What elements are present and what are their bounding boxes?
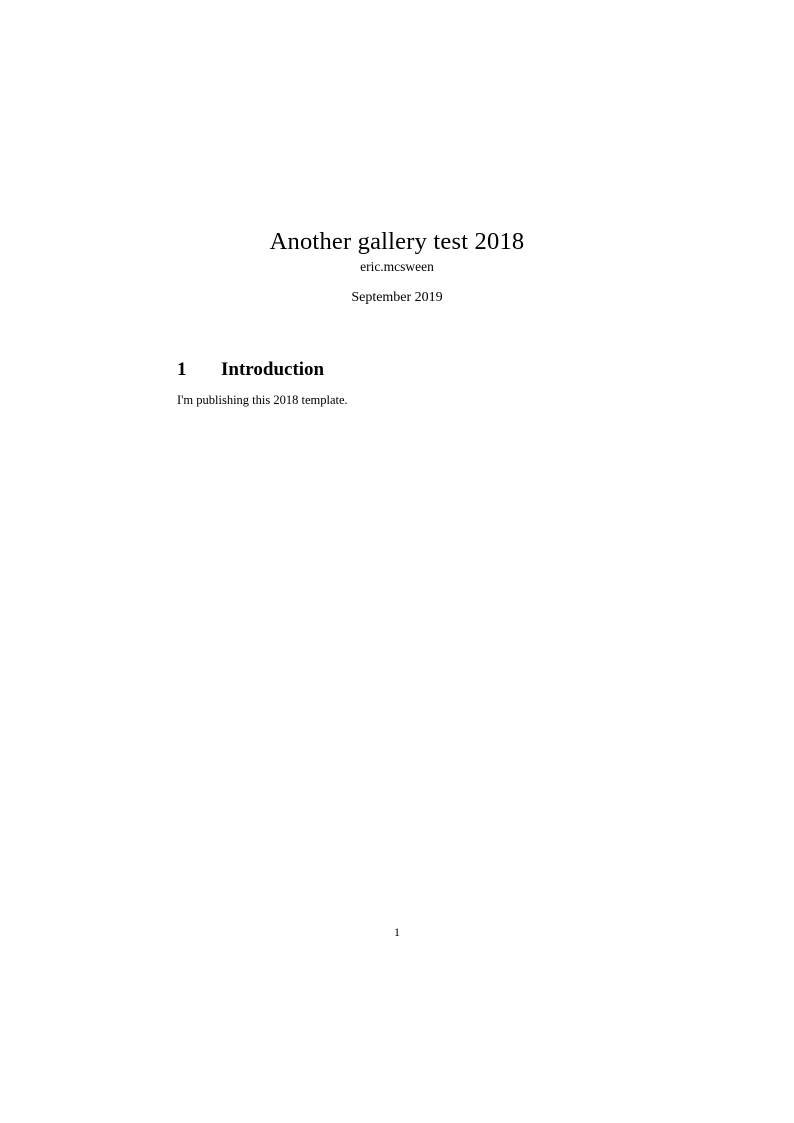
page-number: 1 [394,925,400,939]
section-body-paragraph: I'm publishing this 2018 template. [177,392,348,407]
section-number: 1 [177,358,187,380]
section-heading-introduction [177,359,324,381]
page-title: Another gallery test 2018 [269,228,525,256]
document-date: September 2019 [351,290,443,305]
section-title: Introduction [221,358,325,380]
document-author: eric.mcsween [360,259,434,274]
